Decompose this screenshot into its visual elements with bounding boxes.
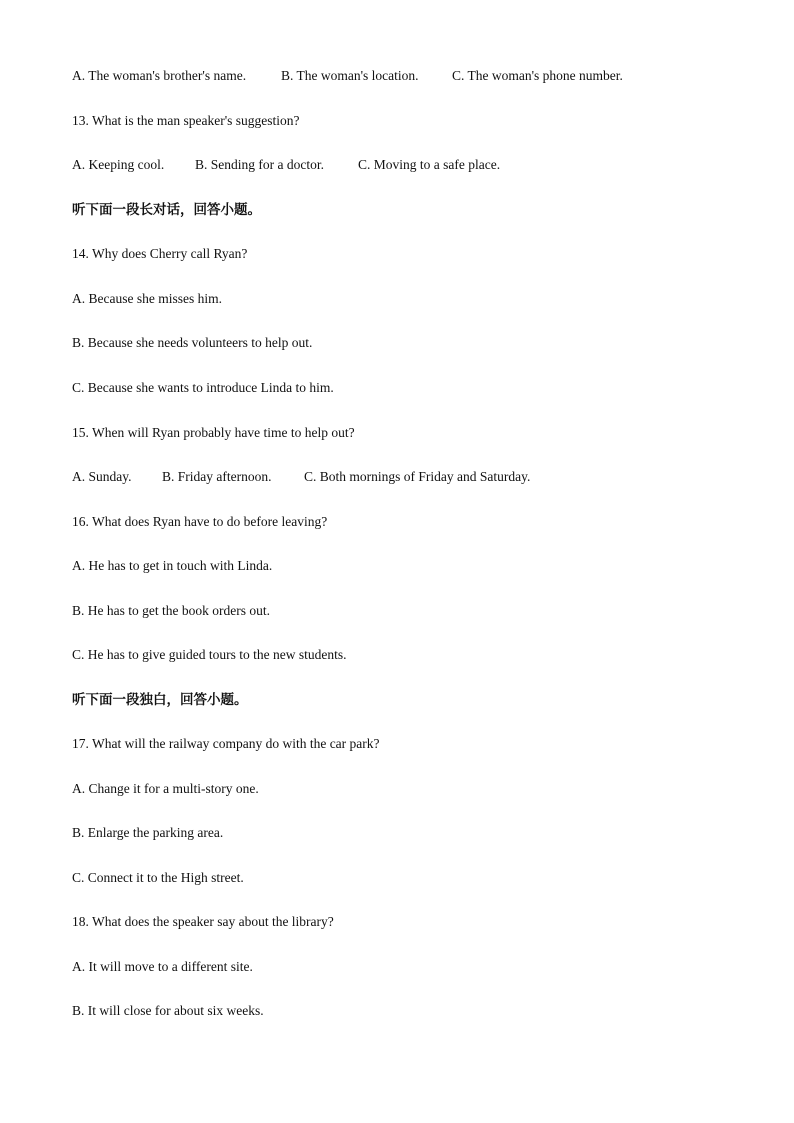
q12-option-a: A. The woman's brother's name. — [72, 68, 247, 83]
q15-option-a: A. Sunday. — [72, 469, 132, 484]
q16-option-a: A. He has to get in touch with Linda. — [72, 558, 273, 573]
q17-option-c: C. Connect it to the High street. — [72, 870, 244, 885]
section-heading-dialogue: 听下面一段长对话，回答小题。 — [72, 202, 261, 218]
q12-option-b: B. The woman's location. — [281, 68, 419, 83]
q13-option-c: C. Moving to a safe place. — [358, 157, 501, 172]
q18-option-a: A. It will move to a different site. — [72, 959, 253, 974]
q13-question: 13. What is the man speaker's suggestion? — [72, 113, 300, 128]
q15-option-b: B. Friday afternoon. — [162, 469, 272, 484]
section-heading-monologue: 听下面一段独白，回答小题。 — [72, 692, 248, 708]
q14-option-a: A. Because she misses him. — [72, 291, 222, 306]
q13-options — [72, 156, 500, 174]
q13-option-b: B. Sending for a doctor. — [195, 157, 324, 172]
q17-option-a: A. Change it for a multi-story one. — [72, 781, 259, 796]
q16-option-c: C. He has to give guided tours to the new students. — [72, 647, 347, 662]
q15-question: 15. When will Ryan probably have time to help out? — [72, 425, 355, 440]
q12-option-c: C. The woman's phone number. — [452, 68, 623, 83]
q14-question: 14. Why does Cherry call Ryan? — [72, 246, 248, 261]
q17-option-b: B. Enlarge the parking area. — [72, 825, 224, 840]
q18-option-b: B. It will close for about six weeks. — [72, 1003, 264, 1018]
q18-question: 18. What does the speaker say about the library? — [72, 914, 334, 929]
q16-option-b: B. He has to get the book orders out. — [72, 603, 270, 618]
q12-options — [72, 67, 623, 85]
q16-question: 16. What does Ryan have to do before leaving? — [72, 514, 328, 529]
q14-option-b: B. Because she needs volunteers to help out. — [72, 335, 313, 350]
q13-option-a: A. Keeping cool. — [72, 157, 165, 172]
q15-option-c: C. Both mornings of Friday and Saturday. — [304, 469, 531, 484]
q17-question: 17. What will the railway company do with the car park? — [72, 736, 380, 751]
q15-options — [72, 468, 530, 486]
q14-option-c: C. Because she wants to introduce Linda to him. — [72, 380, 334, 395]
